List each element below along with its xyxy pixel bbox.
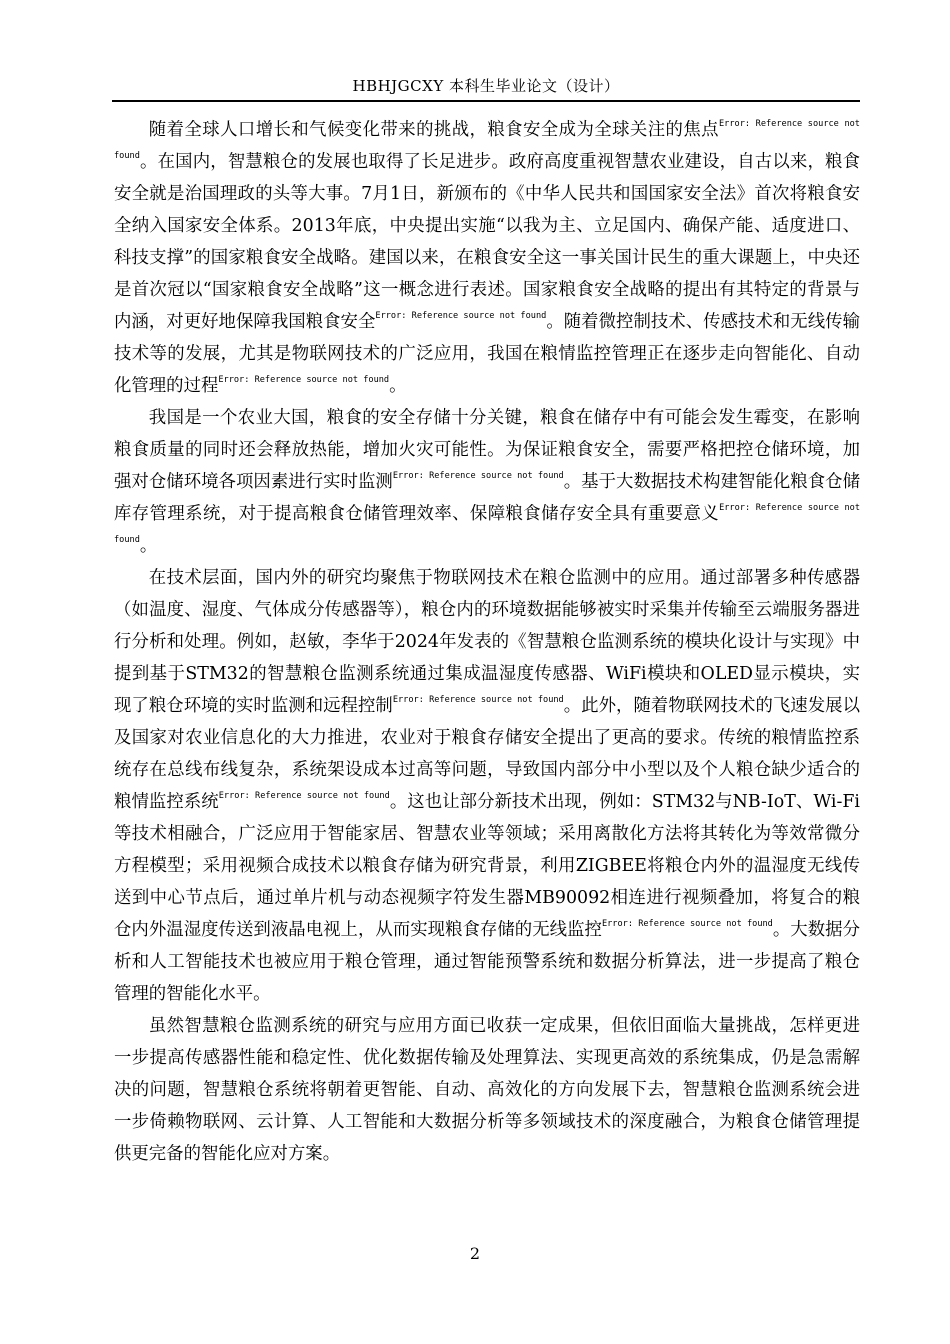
paragraph-1-text-3: 。随着微控制技术、传感技术和无线传输技术等的发展，尤其是物联网技术的广泛应用，我国在粮情监控管理正在逐步走向智能化、自动化管理的过程 <box>114 312 860 396</box>
reference-error-5: Error: Reference source not found <box>114 503 860 545</box>
paragraph-3-text-1: 在技术层面，国内外的研究均聚焦于物联网技术在粮仓监测中的应用。通过部署多种传感器（如温度、湿度、气体成分传感器等），粮仓内的环境数据能够被实时采集并传输至云端服务器进行分析和处理。例如，赵敏，李华于2024年发表的《智慧粮仓监测系统的模块化设计与实现》中提到基于STM32的智慧粮仓监测系统通过集成温湿度传感器、WiFi模块和OLED显示模块，实现了粮仓环境的实时监测和远程控制 <box>114 568 860 716</box>
paragraph-3-text-2: 。此外，随着物联网技术的飞速发展以及国家对农业信息化的大力推进，农业对于粮食存储安全提出了更高的要求。传统的粮情监控系统存在总线布线复杂，系统架设成本过高等问题，导致国内部分中小型以及个人粮仓缺少适合的粮情监控系统 <box>114 696 860 812</box>
header-rule <box>112 100 860 102</box>
paragraph-1-text-2: 。在国内，智慧粮仓的发展也取得了长足进步。政府高度重视智慧农业建设，自古以来，粮食安全就是治国理政的头等大事。7月1日，新颁布的《中华人民共和国国家安全法》首次将粮食安全纳入国家安全体系。2013年底，中央提出实施“以我为主、立足国内、确保产能、适度进口、科技支撑”的国家粮食安全战略。建国以来，在粮食安全这一事关国计民生的重大课题上，中央还是首次冠以“国家粮食安全战略”这一概念进行表述。国家粮食安全战略的提出有其特定的背景与内涵，对更好地保障我国粮食安全 <box>114 152 860 332</box>
paragraph-1-text-4: 。 <box>389 376 407 396</box>
paragraph-1-text-1: 随着全球人口增长和气候变化带来的挑战，粮食安全成为全球关注的焦点 <box>148 120 719 140</box>
paragraph-1 <box>114 114 860 402</box>
running-header: HBHJGCXY 本科生毕业论文（设计） <box>352 77 620 95</box>
reference-error-1: Error: Reference source not found <box>114 119 860 161</box>
reference-error-8: Error: Reference source not found <box>601 919 773 929</box>
page-number: 2 <box>469 1244 481 1263</box>
reference-error-4: Error: Reference source not found <box>392 471 564 481</box>
body-text <box>114 114 860 1170</box>
reference-error-2: Error: Reference source not found <box>375 311 547 321</box>
reference-error-7: Error: Reference source not found <box>218 791 390 801</box>
paragraph-3 <box>114 562 860 1010</box>
paragraph-4 <box>114 1010 860 1170</box>
reference-error-3: Error: Reference source not found <box>218 375 390 385</box>
paragraph-2-text-3: 。 <box>139 536 158 556</box>
paragraph-3-text-3: 。这也让部分新技术出现，例如：STM32与NB-IoT、Wi-Fi等技术相融合，广泛应用于智能家居、智慧农业等领域；采用离散化方法将其转化为等效常微分方程模型；采用视频合成技术以粮食存储为研究背景，利用ZIGBEE将粮仓内外的温湿度无线传送到中心节点后，通过单片机与动态视频字符发生器MB90092相连进行视频叠加，将复合的粮仓内外温湿度传送到液晶电视上，从而实现粮食存储的无线监控 <box>114 792 860 940</box>
reference-error-6: Error: Reference source not found <box>392 695 564 705</box>
paragraph-3-text-4: 。大数据分析和人工智能技术也被应用于粮仓管理，通过智能预警系统和数据分析算法，进一步提高了粮仓管理的智能化水平。 <box>114 920 860 1004</box>
paragraph-2-text-1: 我国是一个农业大国，粮食的安全存储十分关键，粮食在储存中有可能会发生霉变，在影响粮食质量的同时还会释放热能，增加火灾可能性。为保证粮食安全，需要严格把控仓储环境，加强对仓储环境各项因素进行实时监测 <box>114 408 860 492</box>
paragraph-2-text-2: 。基于大数据技术构建智能化粮食仓储库存管理系统，对于提高粮食仓储管理效率、保障粮食储存安全具有重要意义 <box>114 472 860 524</box>
paragraph-4-text-1: 虽然智慧粮仓监测系统的研究与应用方面已收获一定成果，但依旧面临大量挑战，怎样更进一步提高传感器性能和稳定性、优化数据传输及处理算法、实现更高效的系统集成，仍是急需解决的问题，智慧粮仓系统将朝着更智能、自动、高效化的方向发展下去，智慧粮仓监测系统会进一步倚赖物联网、云计算、人工智能和大数据分析等多领域技术的深度融合，为粮食仓储管理提供更完备的智能化应对方案。 <box>114 1016 860 1164</box>
paragraph-2 <box>114 402 860 562</box>
